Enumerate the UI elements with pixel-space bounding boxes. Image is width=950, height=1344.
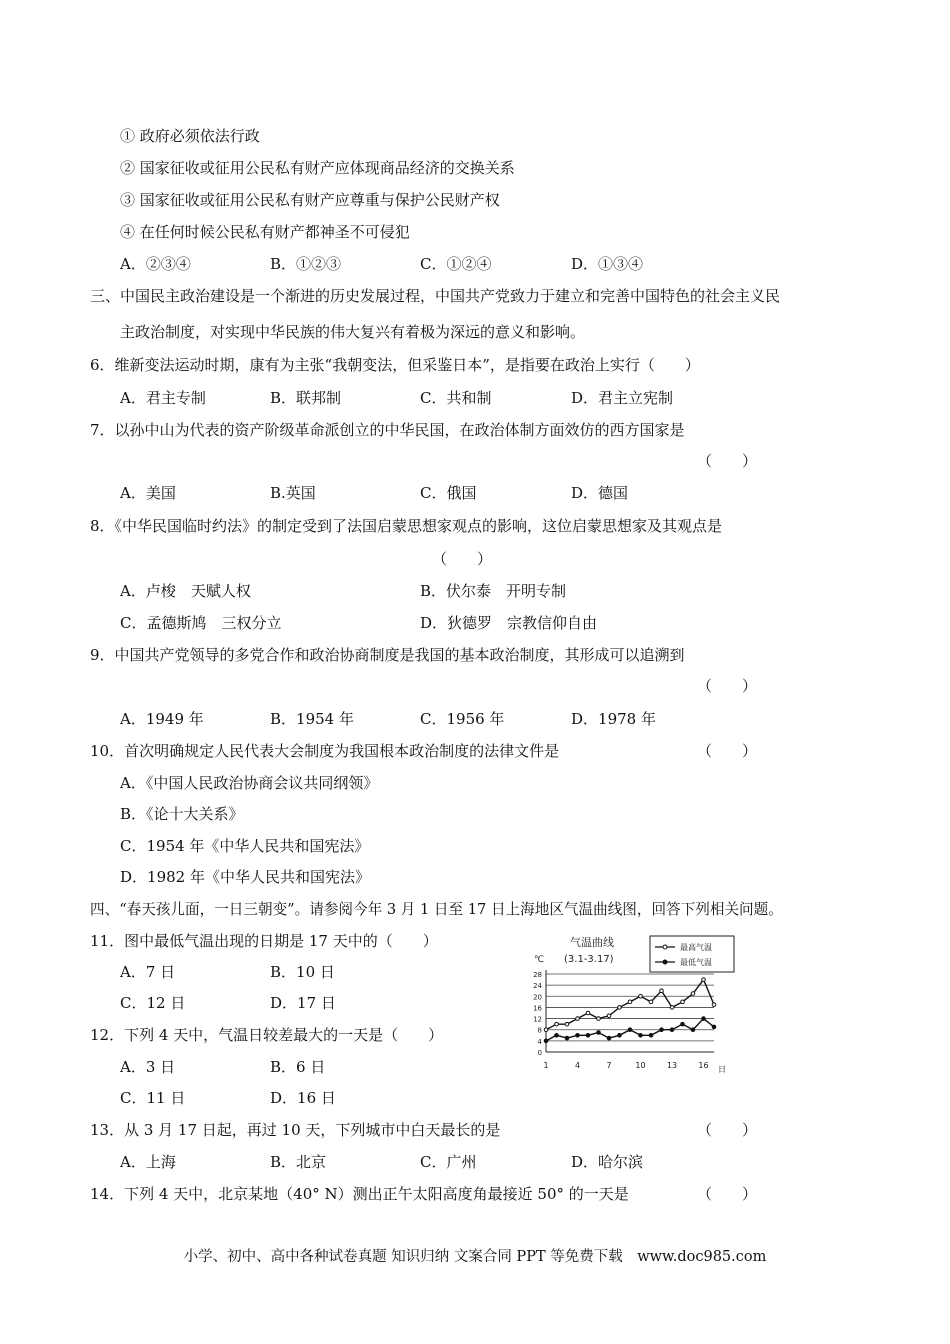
y-tick-label: 24 — [533, 982, 542, 991]
min-temp-point — [639, 1033, 643, 1037]
min-temp-point — [586, 1033, 590, 1037]
q9-stem: 9．中国共产党领导的多党合作和政治协商制度是我国的基本政治制度，其形成可以追溯到 — [90, 646, 685, 664]
q8-option-d: D．狄德罗 宗教信仰自由 — [420, 614, 598, 632]
statement-3: ③ 国家征收或征用公民私有财产应尊重与保护公民财产权 — [120, 191, 500, 209]
q13-stem: 13．从 3 月 17 日起，再过 10 天，下列城市中白天最长的是 — [90, 1121, 501, 1139]
q12-option-a: A．3 日 — [120, 1058, 176, 1076]
q6-option-a: A．君主专制 — [120, 389, 206, 407]
q9-option-a: A．1949 年 — [120, 710, 204, 728]
q10-option-c: C．1954 年《中华人民共和国宪法》 — [120, 837, 370, 855]
max-temp-point — [712, 1003, 716, 1007]
q7-option-a: A．美国 — [120, 484, 176, 502]
chart-subtitle: (3.1-3.17) — [564, 954, 614, 965]
q10-option-b: B．《论十大关系》 — [120, 805, 244, 823]
min-temp-point — [660, 1028, 664, 1032]
q12-option-d: D．16 日 — [270, 1089, 336, 1107]
min-temp-point — [649, 1033, 653, 1037]
min-temp-point — [712, 1025, 716, 1029]
q5-option-d: D．①③④ — [571, 255, 644, 273]
chart-title: 气温曲线 — [570, 936, 614, 949]
max-temp-point — [618, 1006, 622, 1010]
q12-option-b: B．6 日 — [270, 1058, 326, 1076]
q11-option-a: A．7 日 — [120, 963, 176, 981]
min-temp-point — [544, 1039, 548, 1043]
q13-option-b: B．北京 — [270, 1153, 327, 1171]
q10-option-a: A．《中国人民政治协商会议共同纲领》 — [120, 774, 379, 792]
q6-option-b: B．联邦制 — [270, 389, 342, 407]
section-4-heading: 四、“春天孩儿面，一日三朝变”。请参阅今年 3 月 1 日至 17 日上海地区气温曲线图，回答下列相关问题。 — [90, 901, 783, 918]
q14-answer-blank[interactable]: （ ） — [697, 1185, 758, 1203]
y-tick-label: 28 — [533, 971, 542, 979]
q12-stem: 12．下列 4 天中，气温日较差最大的一天是（ ） — [90, 1026, 444, 1044]
max-temp-point — [681, 1000, 685, 1004]
x-axis-label: 日 — [718, 1065, 726, 1074]
x-tick-label: 7 — [606, 1061, 612, 1070]
y-tick-label: 4 — [537, 1037, 542, 1046]
q9-option-b: B．1954 年 — [270, 710, 354, 728]
max-temp-point — [586, 1011, 590, 1015]
q11-option-b: B．10 日 — [270, 963, 335, 981]
q9-answer-blank[interactable]: （ ） — [697, 677, 758, 695]
y-tick-label: 16 — [533, 1004, 542, 1013]
legend-marker — [663, 960, 667, 964]
max-temp-point — [607, 1014, 611, 1018]
q5-option-a: A．②③④ — [120, 255, 191, 273]
q8-option-b: B．伏尔泰 开明专制 — [420, 582, 567, 600]
q7-option-d: D．德国 — [571, 484, 629, 502]
min-temp-point — [618, 1033, 622, 1037]
q11-stem: 11．图中最低气温出现的日期是 17 天中的（ ） — [90, 932, 438, 950]
q9-option-c: C．1956 年 — [420, 710, 505, 728]
q8-answer-blank[interactable]: （ ） — [432, 550, 493, 568]
max-temp-line — [546, 980, 714, 1030]
q7-stem: 7．以孙中山为代表的资产阶级革命派创立的中华民国，在政治体制方面效仿的西方国家是 — [90, 421, 685, 439]
section-3-heading-cont: 主政治制度，对实现中华民族的伟大复兴有着极为深远的意义和影响。 — [120, 323, 586, 341]
q6-stem: 6．维新变法运动时期，康有为主张“我朝变法，但采鉴日本”，是指要在政治上实行（ ） — [90, 356, 700, 374]
section-3-heading: 三、中国民主政治建设是一个渐进的历史发展过程，中国共产党致力于建立和完善中国特色的社会主义民 — [90, 287, 781, 305]
max-temp-point — [660, 989, 664, 993]
q5-option-c: C．①②④ — [420, 255, 492, 273]
min-temp-point — [681, 1022, 685, 1026]
min-temp-point — [607, 1036, 611, 1040]
statement-4: ④ 在任何时候公民私有财产都神圣不可侵犯 — [120, 223, 410, 241]
temperature-line-chart — [522, 932, 740, 1078]
legend-label: 最低气温 — [680, 958, 712, 967]
max-temp-point — [628, 1000, 632, 1004]
q10-answer-blank[interactable]: （ ） — [697, 742, 758, 760]
statement-1: ① 政府必须依法行政 — [120, 127, 260, 145]
q7-option-b: B.英国 — [270, 484, 316, 502]
legend-marker — [663, 945, 667, 949]
q9-option-d: D．1978 年 — [571, 710, 656, 728]
q7-option-c: C．俄国 — [420, 484, 477, 502]
q11-option-d: D．17 日 — [270, 994, 336, 1012]
min-temp-point — [702, 1017, 706, 1021]
q14-stem: 14．下列 4 天中，北京某地（40° N）测出正午太阳高度角最接近 50° 的一天是 — [90, 1185, 629, 1203]
max-temp-point — [555, 1022, 559, 1026]
q7-answer-blank[interactable]: （ ） — [697, 452, 758, 470]
q10-option-d: D．1982 年《中华人民共和国宪法》 — [120, 868, 370, 886]
max-temp-point — [702, 978, 706, 982]
q13-option-a: A．上海 — [120, 1153, 176, 1171]
min-temp-point — [555, 1033, 559, 1037]
q10-stem: 10．首次明确规定人民代表大会制度为我国根本政治制度的法律文件是 — [90, 742, 560, 760]
max-temp-point — [597, 1017, 601, 1021]
statement-2: ② 国家征收或征用公民私有财产应体现商品经济的交换关系 — [120, 159, 515, 177]
q13-option-d: D．哈尔滨 — [571, 1153, 644, 1171]
max-temp-point — [670, 1006, 674, 1010]
x-tick-label: 10 — [635, 1061, 646, 1070]
y-tick-label: 0 — [537, 1049, 542, 1057]
min-temp-point — [691, 1028, 695, 1032]
min-temp-point — [597, 1031, 601, 1035]
q6-option-c: C．共和制 — [420, 389, 492, 407]
q11-option-c: C．12 日 — [120, 994, 186, 1012]
max-temp-point — [639, 994, 643, 998]
max-temp-point — [576, 1017, 580, 1021]
max-temp-point — [544, 1028, 548, 1032]
q5-option-b: B．①②③ — [270, 255, 342, 273]
q8-option-a: A．卢梭 天赋人权 — [120, 582, 251, 600]
q8-option-c: C．孟德斯鸠 三权分立 — [120, 614, 282, 632]
y-tick-label: 12 — [533, 1015, 542, 1024]
x-tick-label: 16 — [698, 1061, 709, 1070]
max-temp-point — [649, 1000, 653, 1004]
y-tick-label: 8 — [537, 1026, 542, 1035]
min-temp-point — [576, 1033, 580, 1037]
max-temp-point — [691, 992, 695, 996]
min-temp-point — [628, 1028, 632, 1032]
x-tick-label: 4 — [574, 1061, 581, 1070]
min-temp-point — [565, 1036, 569, 1040]
q8-stem: 8．《中华民国临时约法》的制定受到了法国启蒙思想家观点的影响，这位启蒙思想家及其观点是 — [90, 517, 723, 535]
x-tick-label: 13 — [666, 1061, 678, 1070]
q13-option-c: C．广州 — [420, 1153, 477, 1171]
y-tick-label: 20 — [533, 993, 542, 1002]
legend-label: 最高气温 — [680, 943, 712, 952]
min-temp-point — [670, 1028, 674, 1032]
y-axis-unit: ℃ — [534, 955, 545, 965]
max-temp-point — [565, 1022, 569, 1026]
q13-answer-blank[interactable]: （ ） — [697, 1121, 758, 1139]
page-footer: 小学、初中、高中各种试卷真题 知识归纳 文案合同 PPT 等免费下载 www.doc985.com — [183, 1249, 767, 1265]
x-tick-label: 1 — [543, 1061, 549, 1070]
q6-option-d: D．君主立宪制 — [571, 389, 674, 407]
q12-option-c: C．11 日 — [120, 1089, 186, 1107]
